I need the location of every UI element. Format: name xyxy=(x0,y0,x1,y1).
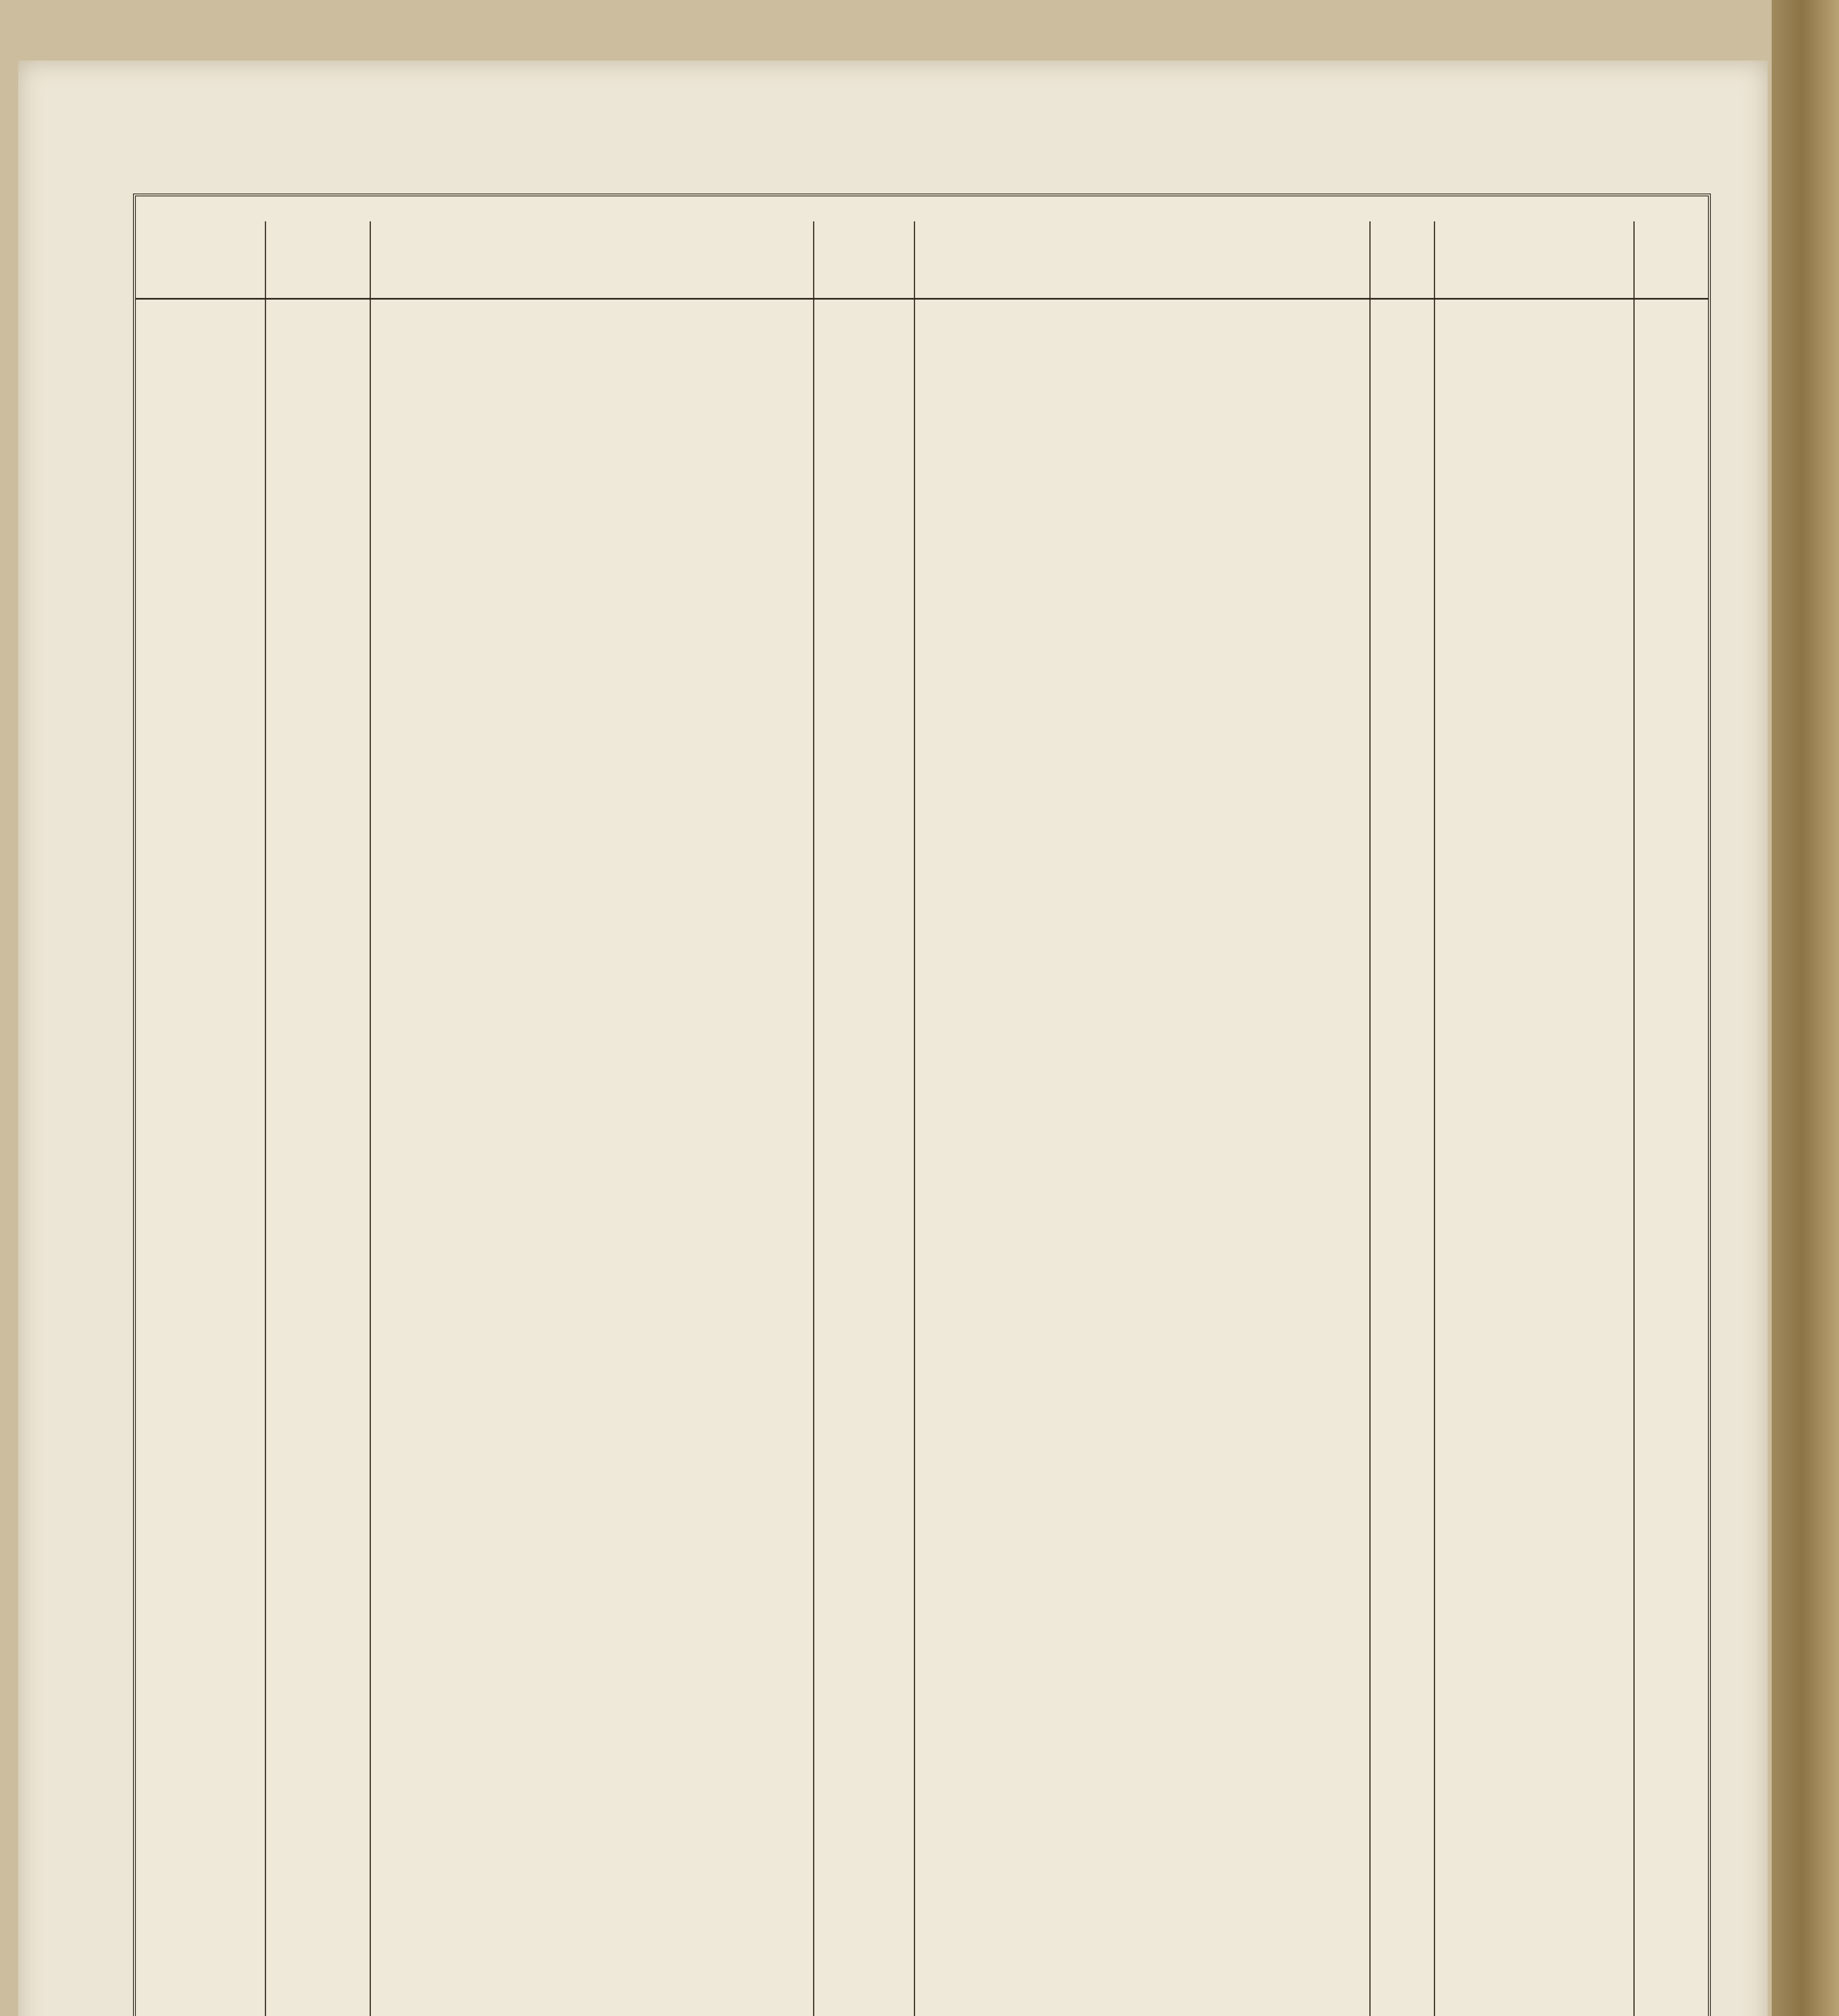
table-header xyxy=(136,221,1708,300)
book-spine xyxy=(1772,0,1839,2016)
quotation-table xyxy=(133,194,1711,2016)
table-body xyxy=(136,299,1708,2016)
page-date xyxy=(821,196,1224,220)
